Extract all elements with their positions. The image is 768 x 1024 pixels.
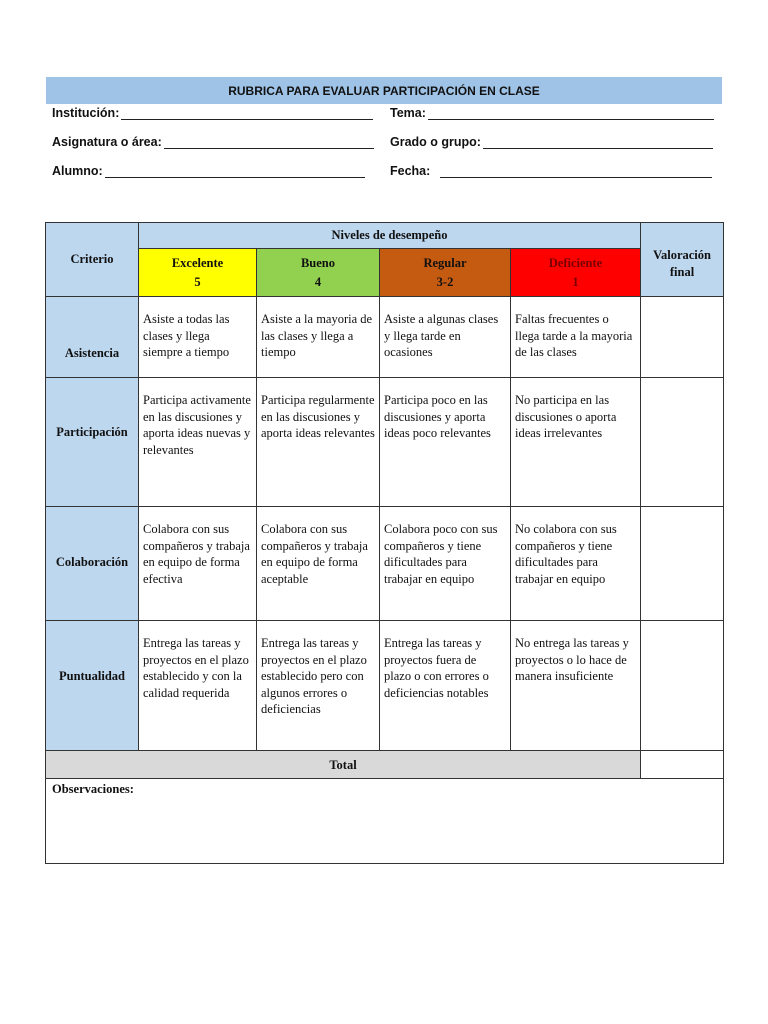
cell-asistencia-bueno: Asiste a la mayoria de las clases y llega a tiempo [257, 297, 380, 378]
institucion-field [52, 106, 373, 120]
alumno-line[interactable] [105, 165, 365, 178]
valoracion-colaboracion[interactable] [641, 507, 724, 621]
institucion-line[interactable] [121, 107, 373, 120]
row-participacion [46, 378, 724, 507]
level-bueno-name: Bueno [300, 256, 336, 270]
level-regular-score: 3-2 [436, 274, 454, 289]
cell-colaboracion-bueno: Colabora con sus compañeros y trabaja en equipo de forma aceptable [257, 507, 380, 621]
row-total [46, 751, 724, 779]
cell-asistencia-excelente: Asiste a todas las clases y llega siempre a tiempo [139, 297, 257, 378]
row-puntualidad [46, 621, 724, 751]
cell-puntualidad-regular: Entrega las tareas y proyectos fuera de plazo o con errores o deficiencias notables [380, 621, 511, 751]
cell-puntualidad-excelente: Entrega las tareas y proyectos en el plazo establecido y con la calidad requerida [139, 621, 257, 751]
grado-label: Grado o grupo: [390, 135, 481, 149]
level-excelente-name: Excelente [171, 256, 224, 270]
criterion-asistencia: Asistencia [46, 297, 139, 378]
valoracion-puntualidad[interactable] [641, 621, 724, 751]
tema-label: Tema: [390, 106, 426, 120]
asignatura-line[interactable] [164, 136, 374, 149]
institucion-label: Institución: [52, 106, 120, 120]
observaciones-cell[interactable] [46, 779, 724, 864]
level-excelente-score: 5 [194, 274, 201, 289]
criterion-puntualidad: Puntualidad [46, 621, 139, 751]
cell-colaboracion-excelente: Colabora con sus compañeros y trabaja en equipo de forma efectiva [139, 507, 257, 621]
cell-participacion-regular: Participa poco en las discusiones y aporta ideas poco relevantes [380, 378, 511, 507]
alumno-label: Alumno: [52, 164, 103, 178]
level-excelente [139, 249, 257, 297]
asignatura-field [52, 135, 374, 149]
level-deficiente-name: Deficiente [548, 256, 603, 270]
header-row-1 [46, 223, 724, 249]
cell-participacion-deficiente: No participa en las discusiones o aporta ideas irrelevantes [511, 378, 641, 507]
cell-puntualidad-bueno: Entrega las tareas y proyectos en el plazo establecido pero con algunos errores o deficiencias [257, 621, 380, 751]
niveles-header: Niveles de desempeño [139, 223, 641, 249]
level-regular [380, 249, 511, 297]
tema-field [390, 106, 714, 120]
fecha-label: Fecha: [390, 164, 431, 178]
cell-participacion-excelente: Participa activamente en las discusiones y aporta ideas nuevas y relevantes [139, 378, 257, 507]
rubric-title: RUBRICA PARA EVALUAR PARTICIPACIÓN EN CLASE [46, 77, 722, 104]
rubric-table [45, 222, 724, 864]
observaciones-label: Observaciones: [52, 782, 134, 796]
row-colaboracion [46, 507, 724, 621]
cell-colaboracion-deficiente: No colabora con sus compañeros y tiene dificultades para trabajar en equipo [511, 507, 641, 621]
valoracion-header: Valoración final [641, 223, 724, 297]
cell-participacion-bueno: Participa regularmente en las discusiones y aporta ideas relevantes [257, 378, 380, 507]
level-bueno [257, 249, 380, 297]
criterio-header: Criterio [46, 223, 139, 297]
row-observaciones [46, 779, 724, 864]
criterion-participacion: Participación [46, 378, 139, 507]
valoracion-participacion[interactable] [641, 378, 724, 507]
row-asistencia [46, 297, 724, 378]
cell-colaboracion-regular: Colabora poco con sus compañeros y tiene dificultades para trabajar en equipo [380, 507, 511, 621]
level-bueno-score: 4 [314, 274, 322, 289]
tema-line[interactable] [428, 107, 714, 120]
fecha-field [390, 164, 712, 178]
total-value[interactable] [641, 751, 724, 779]
total-label: Total [46, 751, 641, 779]
level-regular-name: Regular [423, 256, 467, 270]
alumno-field [52, 164, 365, 178]
cell-asistencia-regular: Asiste a algunas clases y llega tarde en ocasiones [380, 297, 511, 378]
asignatura-label: Asignatura o área: [52, 135, 162, 149]
grado-line[interactable] [483, 136, 713, 149]
valoracion-asistencia[interactable] [641, 297, 724, 378]
header-row-2 [46, 249, 724, 297]
cell-puntualidad-deficiente: No entrega las tareas y proyectos o lo hace de manera insuficiente [511, 621, 641, 751]
level-deficiente [511, 249, 641, 297]
level-deficiente-score: 1 [572, 274, 579, 289]
grado-field [390, 135, 713, 149]
fecha-line[interactable] [440, 165, 712, 178]
criterion-colaboracion: Colaboración [46, 507, 139, 621]
cell-asistencia-deficiente: Faltas frecuentes o llega tarde a la mayoria de las clases [511, 297, 641, 378]
